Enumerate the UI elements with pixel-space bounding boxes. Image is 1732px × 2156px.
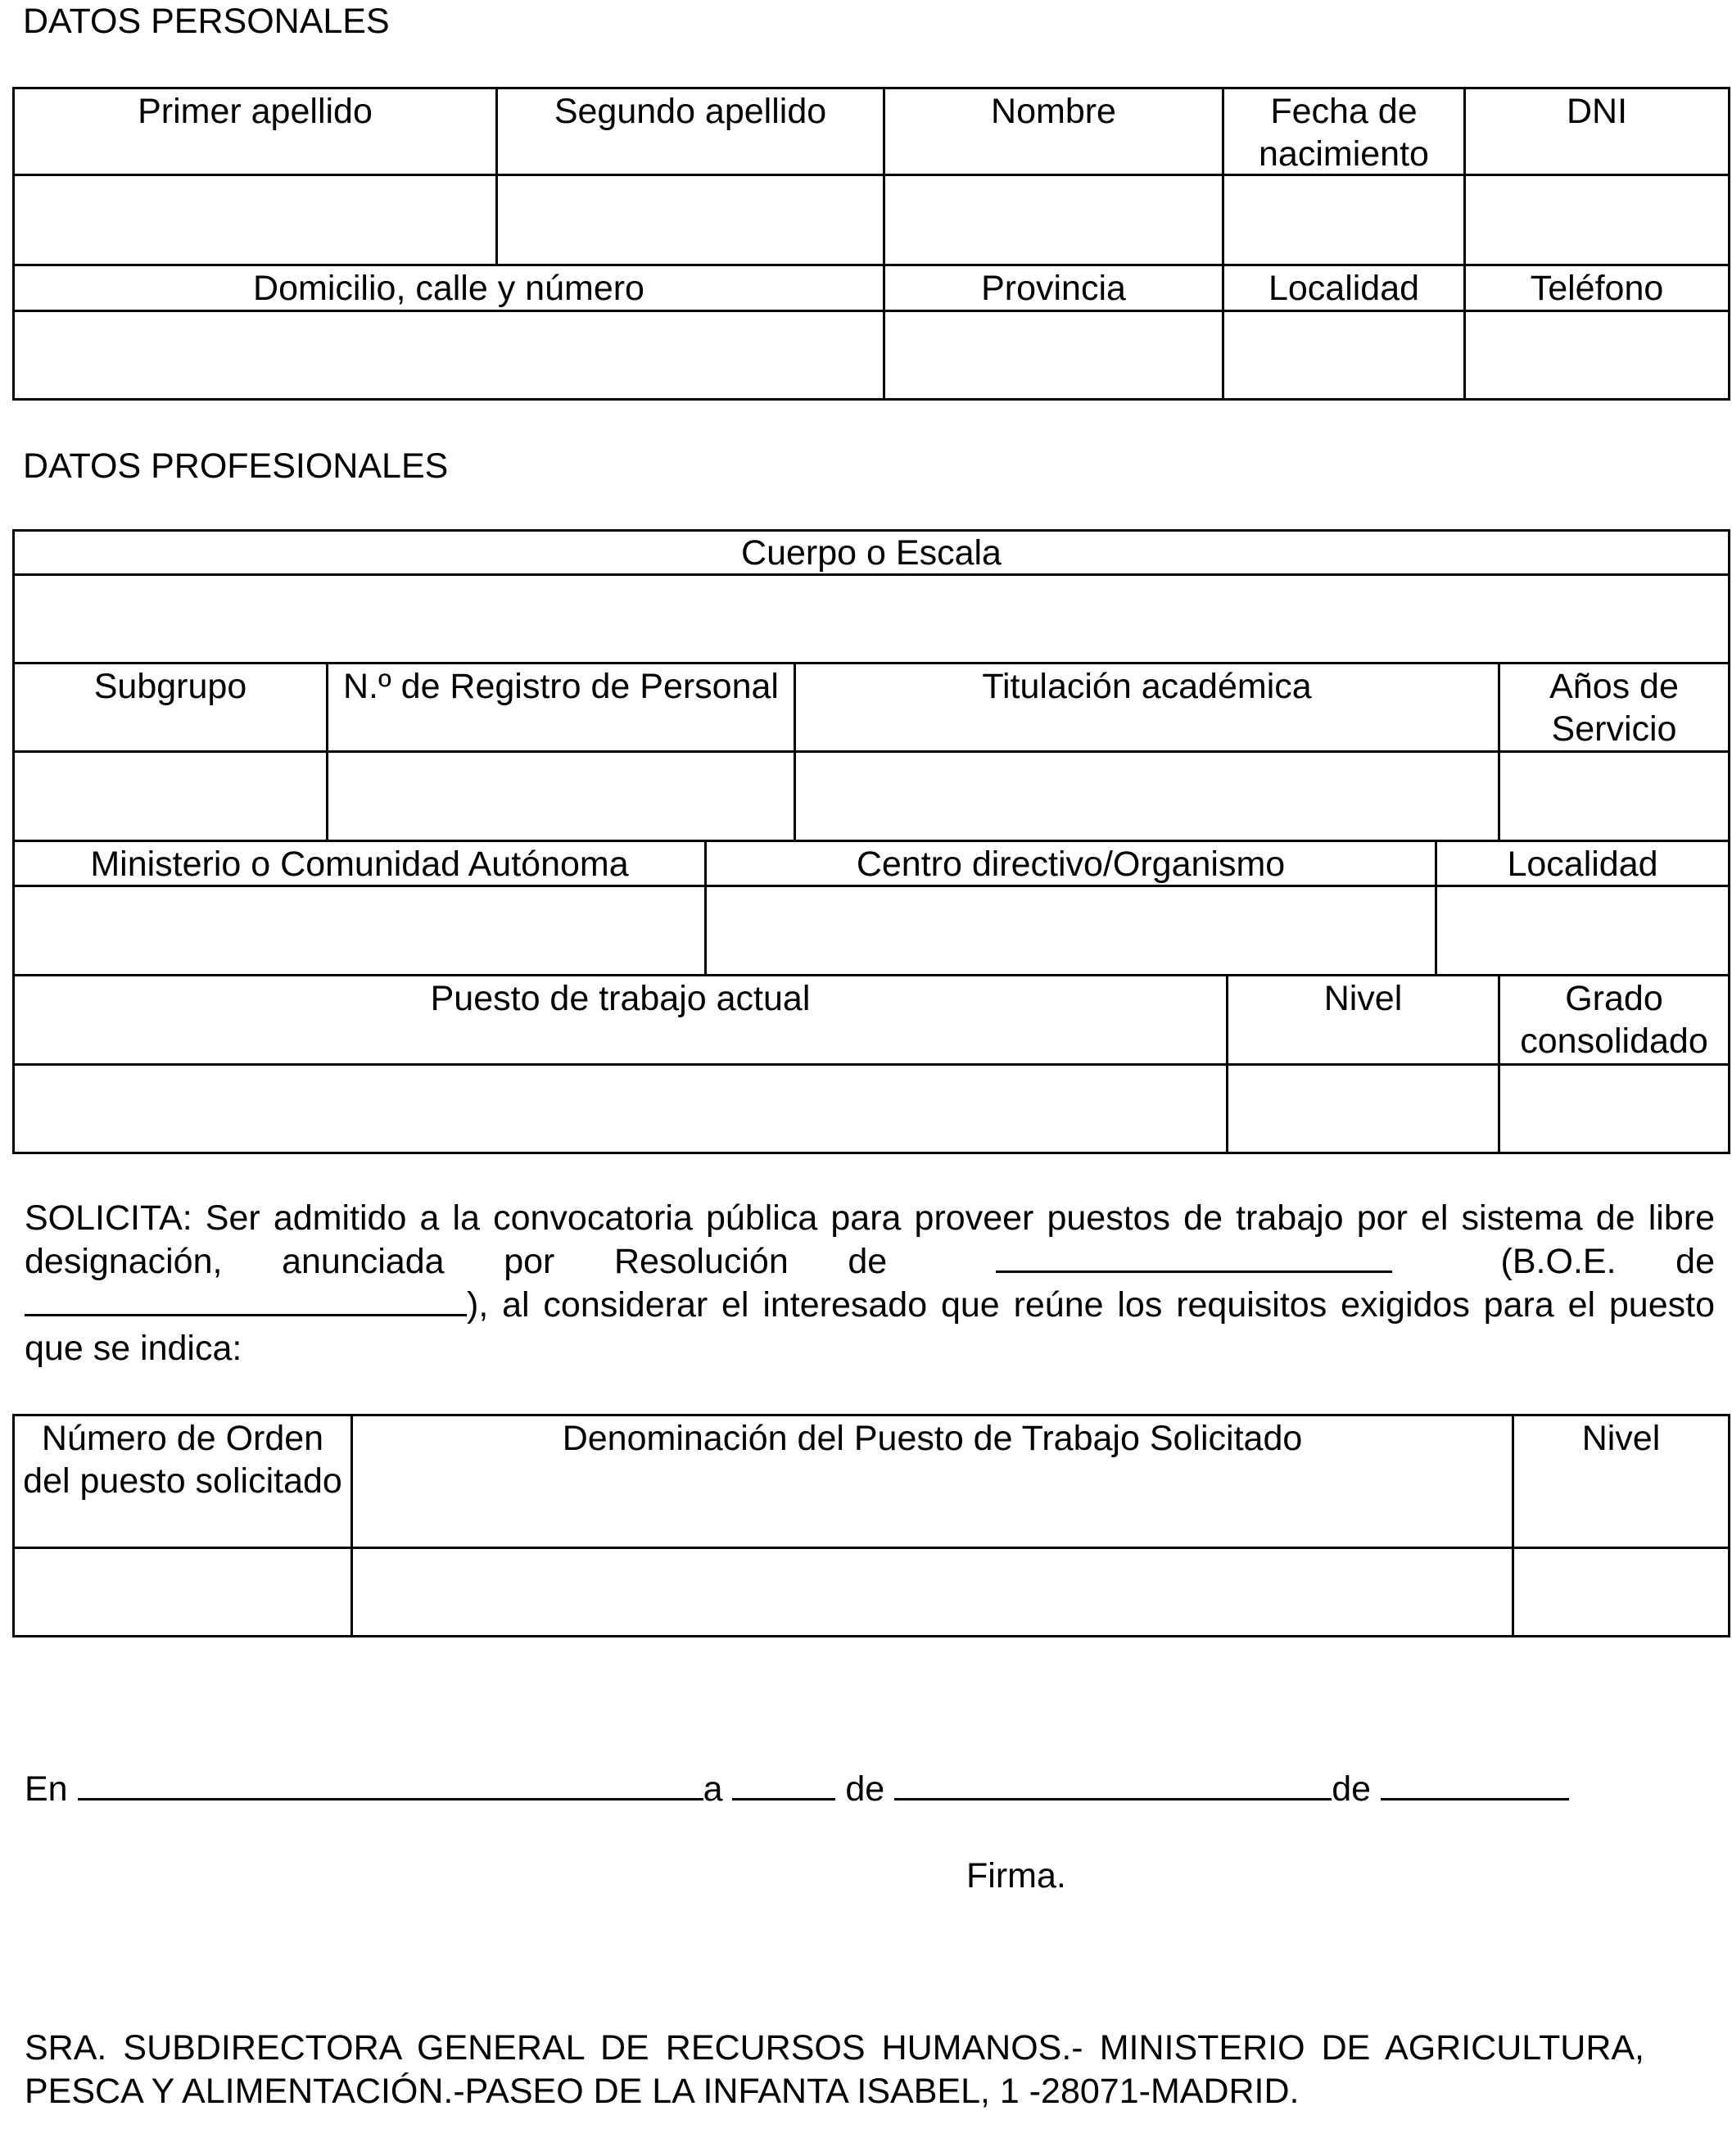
input-registro-personal[interactable] [328,753,794,840]
solicita-paragraph [25,1197,1715,1370]
input-telefono[interactable] [1466,312,1728,398]
input-localidad[interactable] [1224,312,1463,398]
header-segundo-apellido: Segundo apellido [554,92,827,131]
header-nivel: Nivel [1323,979,1403,1018]
input-ministerio[interactable] [15,887,704,974]
header-localidad: Localidad [1268,269,1420,308]
header-titulacion: Titulación académica [982,667,1312,706]
date-de-2: de [1332,1769,1372,1809]
header-subgrupo: Subgrupo [93,667,247,706]
date-de-1: de [845,1769,885,1809]
header-fecha-nacimiento: Fecha de nacimiento [1259,92,1429,174]
header-cuerpo-escala: Cuerpo o Escala [741,533,1002,573]
date-a: a [703,1769,723,1809]
input-primer-apellido[interactable] [15,177,498,256]
day-blank[interactable] [732,1770,835,1800]
input-cuerpo-escala[interactable] [15,576,1728,662]
input-nivel-solicitado[interactable] [1514,1549,1728,1635]
input-numero-orden[interactable] [15,1549,350,1635]
solicita-text-2: (B.O.E. de [1500,1242,1715,1281]
header-domicilio: Domicilio, calle y número [253,269,644,308]
header-puesto-actual: Puesto de trabajo actual [430,979,811,1018]
input-domicilio[interactable] [15,312,883,398]
header-telefono: Teléfono [1530,269,1664,308]
addressee-text: SRA. SUBDIRECTORA GENERAL DE RECURSOS HUMANOS.- MINISTERIO DE AGRICULTURA, PESCA Y ALIMENTACIÓN.-PASEO DE LA INFANTA ISABEL, 1 -28071-MADRID. [25,2028,1644,2111]
header-localidad-prof: Localidad [1507,845,1658,884]
solicita-text-3: ), al considerar el interesado que reúne los requisitos exigidos para el puesto que se indica: [25,1285,1715,1368]
section-title-professional: DATOS PROFESIONALES [23,446,449,486]
header-anos-servicio: Años de Servicio [1549,667,1679,749]
boe-date-blank[interactable] [25,1286,467,1316]
month-blank[interactable] [894,1770,1332,1800]
input-provincia[interactable] [885,312,1222,398]
input-dni[interactable] [1466,177,1728,256]
header-nombre: Nombre [991,92,1116,131]
header-ministerio: Ministerio o Comunidad Autónoma [90,845,629,884]
header-centro-directivo: Centro directivo/Organismo [856,845,1286,884]
solicita-text-1: SOLICITA: Ser admitido a la convocatoria pública para proveer puestos de trabajo por el sistema de libre designación, anunciada por Resolución de [25,1198,1715,1281]
input-subgrupo[interactable] [15,753,326,840]
date-en: En [25,1769,68,1809]
input-nivel[interactable] [1228,1066,1498,1152]
date-line [25,1768,1569,1810]
input-puesto-actual[interactable] [15,1066,1226,1152]
place-blank[interactable] [78,1770,703,1800]
header-registro-personal: N.º de Registro de Personal [343,667,779,706]
header-numero-orden: Número de Orden del puesto solicitado [23,1419,342,1501]
input-fecha-nacimiento[interactable] [1224,177,1463,256]
header-denominacion-puesto: Denominación del Puesto de Trabajo Solicitado [562,1419,1303,1458]
input-nombre[interactable] [885,177,1222,256]
input-localidad-prof[interactable] [1437,887,1728,974]
input-centro-directivo[interactable] [707,887,1435,974]
input-segundo-apellido[interactable] [498,177,883,256]
resolucion-blank[interactable] [996,1243,1392,1273]
year-blank[interactable] [1381,1770,1569,1800]
input-titulacion[interactable] [796,753,1498,840]
section-title-personal: DATOS PERSONALES [23,2,390,41]
header-primer-apellido: Primer apellido [138,92,373,131]
header-provincia: Provincia [981,269,1126,308]
header-grado-consolidado: Grado consolidado [1520,979,1708,1061]
input-denominacion-puesto[interactable] [353,1549,1512,1635]
input-anos-servicio[interactable] [1500,753,1728,840]
header-nivel-solicitado: Nivel [1581,1419,1661,1458]
signature-label: Firma. [966,1856,1066,1896]
header-dni: DNI [1566,92,1628,131]
input-grado-consolidado[interactable] [1500,1066,1728,1152]
